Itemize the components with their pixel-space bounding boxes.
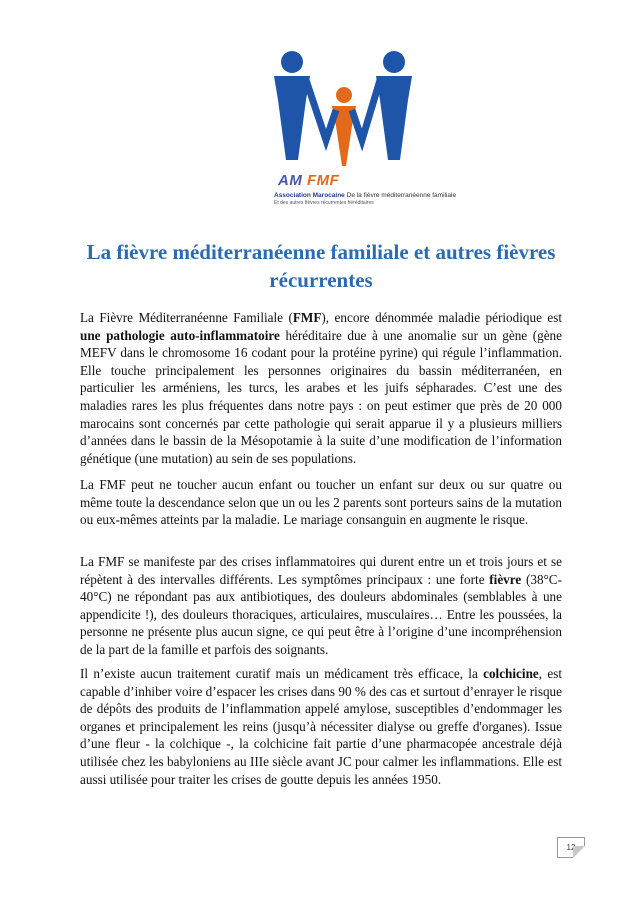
paragraph-definition: La Fièvre Méditerranéenne Familiale (FMF), encore dénommée maladie périodique est une pathologie auto-inflammatoire héréditaire due à une anomalie sur un gène (gène MEFV dans le chromosome 16 codant pour la protéine pyrine) qui régule l’inflammation. Elle touche principalement les personnes originaires du bassin méditerranéen, en particulier les arméniens, les turcs, les arabes et les juifs sépharades. C’est une des maladies rares les plus fréquentes dans notre pays : on peut estimer que près de 20 000 marocains sont concernés par cette pathologie qui serait apparue il y a plusieurs milliers d’années dans le bassin de la Mésopotamie à la suite d’une modification de l’information génétique (une mutation) au sein de ses populations. xyxy=(80,310,562,466)
association-logo xyxy=(262,40,457,215)
paragraph-symptoms: La FMF se manifeste par des crises inflammatoires qui durent entre un et trois jours et se répètent à des intervalles différents. Les symptômes principaux : une forte fièvre (38°C-40°C) ne répondant pas aux antibiotiques, des douleurs abdominales (semblables à une appendicite !), des douleurs thoraciques, articulaires, musculaires… Entre les poussées, la personne ne présente plus aucun signe, ce qui peut être à l’origine d’une incompréhension de la part de la famille et parfois des soignants. xyxy=(80,554,562,657)
page-number: 12 xyxy=(557,837,585,858)
paragraph-treatment: Il n’existe aucun traitement curatif mais un médicament très efficace, la colchicine, est capable d’inhiber voire d’espacer les crises dans 90 % des cas et surtout d’enrayer le risque de dépôts des produits de l’inflammation appelé amylose, susceptibles d’endommager les organes et principalement les reins (jusqu’à nécessiter dialyse ou greffe d'organes). Issue d’une fleur - la colchique -, la colchicine fait partie d’une pharmacopée ancestrale déjà utilisée chez les babyloniens au IIIe siècle avant JC pour calmer les inflammations. Elle est aussi utilisée pour traiter les crises de goutte depuis les années 1950. xyxy=(80,666,562,787)
logo-organization-name: Association Marocaine De la fièvre méditerranéenne familiale xyxy=(274,192,457,199)
logo-organization-subtitle: Et des autres fièvres récurrentes héréditaires xyxy=(274,200,374,206)
page-title: La fièvre méditerranéenne familiale et autres fièvres récurrentes xyxy=(86,240,556,292)
logo-figures-graphic xyxy=(262,40,432,180)
logo-abbreviation: AM FMF xyxy=(278,172,340,189)
paragraph-heredity: La FMF peut ne toucher aucun enfant ou toucher un enfant sur deux ou sur quatre ou même toute la descendance selon que un ou les 2 parents sont porteurs sains de la mutation ou eux-mêmes atteints par la maladie. Le mariage consanguin en augmente le risque. xyxy=(80,477,562,528)
